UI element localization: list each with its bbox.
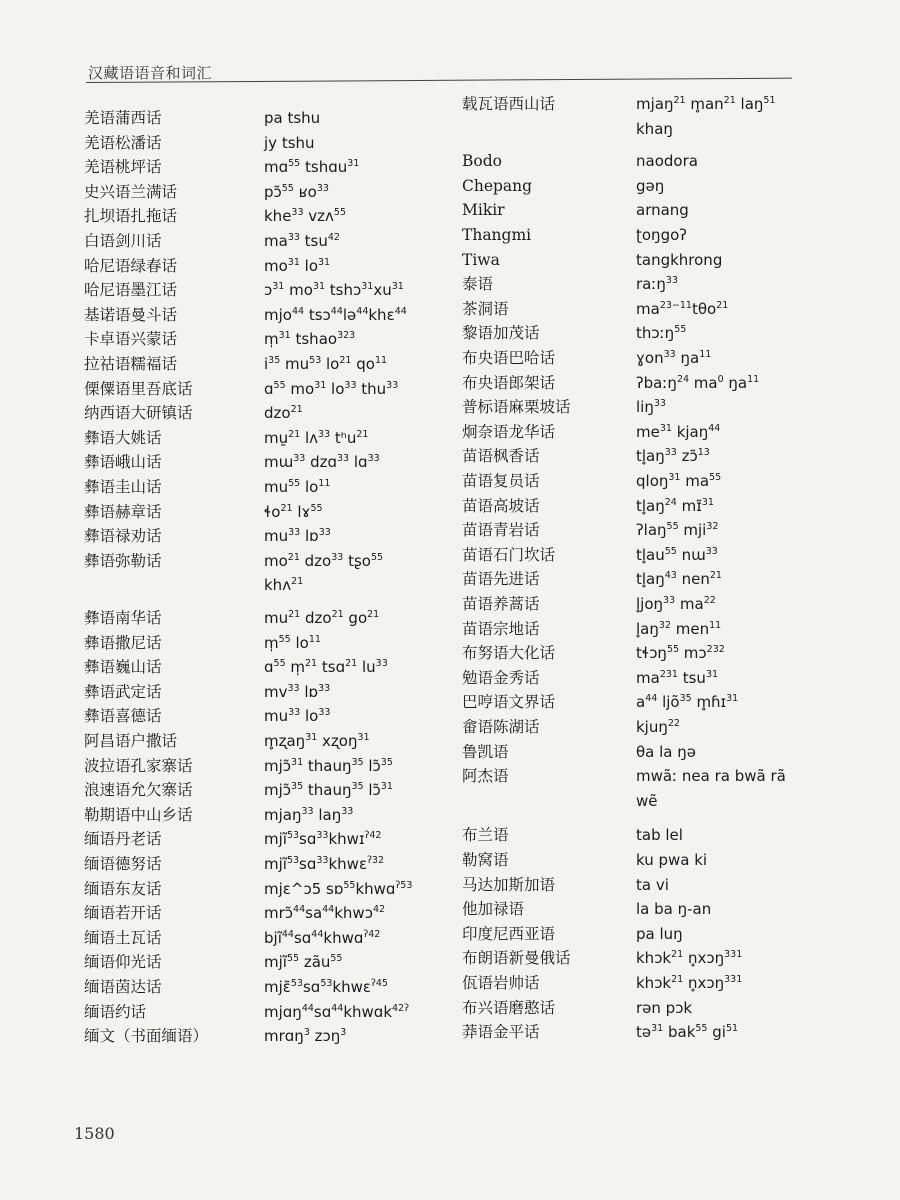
word-form: m̩$^{31}$ tshao$^{323}$ — [264, 330, 356, 349]
word-form: l̥joŋ$^{33}$ $ma^{22}$ — [636, 595, 716, 613]
word-form: ɔ$^{31}$ $mo^{31}$ $tshɔ^{31}xu^{31}$ — [264, 281, 404, 300]
language-name: 佤语岩帅话 — [462, 974, 540, 992]
language-name: 扎坝语扎拖话 — [84, 207, 178, 226]
language-name: 彝语大姚话 — [84, 428, 162, 447]
language-name: 苗语养蒿话 — [462, 595, 540, 613]
language-name: 勉语金秀话 — [462, 668, 540, 687]
word-form: la ba ŋ-an — [636, 900, 712, 919]
language-name: 哈尼语墨江话 — [84, 281, 178, 300]
language-name: 阿杰语 — [462, 767, 509, 786]
language-name: 彝语赫章话 — [84, 502, 162, 521]
word-form: $ma^{23-11}t\theta o^{21}$ — [636, 299, 729, 318]
word-form: $l̥aŋ^{32}$ men$^{11}$ — [636, 619, 722, 638]
language-name: 布努语大化话 — [462, 644, 556, 663]
language-name: 彝语禄劝话 — [84, 527, 162, 546]
word-form: $tl̥aŋ^{33}$ zɔ̃$^{13}$ — [636, 447, 710, 466]
language-name: 苗语复员话 — [462, 472, 540, 490]
word-form: mjɑŋ$^{44}$sɑ$^{44}$khwɑk$^{42ʔ}$ — [264, 1002, 409, 1021]
language-name: 白语剑川话 — [84, 232, 162, 250]
language-name: 彝语喜德话 — [84, 707, 162, 726]
word-form: $mu^{21}$ dzo$^{21}$ $go^{21}$ — [264, 609, 380, 627]
language-name: Thangmi — [462, 226, 532, 244]
word-form: $me^{31}$ kjaŋ$^{44}$ — [636, 422, 721, 441]
word-form: $tl̥au^{55}$ nɯ$^{33}$ — [636, 545, 718, 564]
word-form: $tl̥aŋ^{24}$ mɪ̃$^{31}$ — [636, 496, 714, 515]
language-name: 茶洞语 — [462, 299, 509, 318]
word-form: khe$^{33}$ vzʌ$^{55}$ — [264, 207, 347, 226]
word-form: ʈoŋgoʔ — [636, 226, 687, 244]
word-form: mjɛ^ɔ5 sɒ$^{55}$khwɑ$^{ʔ53}$ — [264, 879, 413, 898]
word-form: pa tshu — [264, 109, 321, 127]
language-name: 布央语郎架话 — [462, 373, 556, 392]
language-name: 浪速语允欠寨话 — [84, 781, 193, 800]
running-header-title: 汉藏语语音和词汇 — [88, 64, 213, 82]
language-name: 布兰语 — [462, 826, 509, 845]
word-form: kjuŋ$^{22}$ — [636, 718, 680, 736]
language-name: 布央语巴哈话 — [462, 349, 556, 367]
word-form: mjĩ$^{53}$sɑ$^{33}$khwɛ$^{ʔ32}$ — [264, 855, 384, 873]
word-form: khʌ$^{21}$ — [264, 576, 304, 595]
language-name: 缅语丹老话 — [84, 830, 162, 849]
language-name: 苗语青岩话 — [462, 521, 540, 540]
word-form: khɔk$^{21}$ n̥xɔŋ$^{331}$ — [636, 949, 743, 968]
word-form: mjo$^{44}$ tsɔ$^{44}$lə$^{44}$khɛ$^{44}$ — [264, 305, 407, 324]
word-form: mrɑŋ$^3$ zɔŋ$^3$ — [264, 1027, 347, 1046]
language-name: 基诺语曼斗话 — [84, 305, 178, 324]
word-form: qloŋ$^{31}$ $ma^{55}$ — [636, 472, 722, 490]
language-name: 卡卓语兴蒙话 — [84, 330, 178, 349]
word-form: ku pwa ki — [636, 851, 708, 869]
word-form: mjĩ$^{53}$sɑ$^{33}$khwɪ$^{ʔ42}$ — [264, 830, 382, 849]
word-form: jy tshu — [264, 133, 315, 152]
word-form: mjɛ̃$^{53}$sɑ$^{53}$khwɛ$^{ʔ45}$ — [264, 978, 388, 996]
language-name: 羌语松潘话 — [84, 133, 162, 152]
language-name: 波拉语孔家寨话 — [84, 756, 193, 775]
language-name: 载瓦语西山话 — [462, 95, 556, 113]
word-form: bjĩ$^{44}$sɑ$^{44}$khwɑ$^{ʔ42}$ — [264, 928, 381, 947]
word-form: $mrɔ̃^{44}sa^{44}khwɔ^{42}$ — [264, 904, 386, 923]
word-form: pɔ̃$^{55}$ ʁo$^{33}$ — [264, 182, 329, 201]
language-name: 黎语加茂话 — [462, 324, 540, 343]
language-name: 泰语 — [462, 275, 494, 294]
word-form: gəŋ — [636, 176, 665, 195]
word-form: m̥ʐaŋ$^{31}$ xʐoŋ$^{31}$ — [264, 732, 370, 750]
language-name: Chepang — [462, 176, 533, 195]
word-form: rən pɔk — [636, 998, 693, 1017]
word-form: $ma^{231}$ tsu$^{31}$ — [636, 668, 719, 687]
language-name: 莽语金平话 — [462, 1023, 540, 1042]
word-form: mjɔ̃$^{31}$ thauŋ$^{35}$ lɔ̃$^{35}$ — [264, 756, 393, 775]
language-name: 缅语仰光话 — [84, 953, 162, 972]
language-name: 苗语石门坎话 — [462, 545, 556, 564]
word-form: $mo^{21}$ dzo$^{33}$ tʂo$^{55}$ — [264, 551, 384, 570]
language-name: 彝语弥勒话 — [84, 551, 162, 570]
language-name: 苗语枫香话 — [462, 447, 540, 466]
language-name: 炯奈语龙华话 — [462, 422, 556, 441]
language-name: 羌语桃坪话 — [84, 158, 162, 177]
language-name: Mikir — [462, 201, 505, 220]
word-form: $i^{35}$ $mu^{53}$ $lo^{21}$ $qo^{11}$ — [264, 355, 388, 373]
language-name: 鲁凯语 — [462, 742, 509, 761]
word-form: $mu^{33}$ $lo^{33}$ — [264, 707, 331, 726]
word-form: θa la ŋə — [636, 742, 696, 761]
language-name: 他加禄语 — [462, 900, 525, 919]
word-form: naodora — [636, 152, 698, 171]
language-name: 马达加斯加语 — [462, 875, 556, 894]
word-form: liŋ$^{33}$ — [636, 398, 666, 417]
word-form: tangkhrong — [636, 250, 723, 269]
language-name: 傈僳语里吾底话 — [84, 379, 193, 398]
language-name: 缅语茵达话 — [84, 978, 162, 996]
word-form: ʔbaːŋ$^{24}$ $ma^0$ $ŋa^{11}$ — [636, 373, 760, 392]
language-name: 苗语先进话 — [462, 570, 540, 589]
word-form: $mo^{31}$ $lo^{31}$ — [264, 256, 331, 275]
word-form: mjĩ$^{55}$ zãu$^{55}$ — [264, 953, 343, 972]
word-form: thɔːŋ$^{55}$ — [636, 324, 687, 343]
language-name: Bodo — [462, 152, 502, 171]
language-name: 彝语南华话 — [84, 609, 162, 627]
word-form: $mu^{55}$ $lo^{11}$ — [264, 478, 331, 496]
word-form: khɔk$^{21}$ n̥xɔŋ$^{331}$ — [636, 974, 743, 992]
language-name: Tiwa — [462, 250, 500, 269]
language-name: 勒窝语 — [462, 851, 509, 869]
word-form: mwãː nea ra bwã rã — [636, 767, 786, 786]
language-name: 勒期语中山乡话 — [84, 805, 193, 824]
word-form: ta vi — [636, 875, 669, 894]
word-form: mjɔ̃$^{35}$ thauŋ$^{35}$ lɔ̃$^{31}$ — [264, 781, 393, 800]
language-name: 普标语麻栗坡话 — [462, 398, 571, 417]
language-name: 拉祜语糯福话 — [84, 355, 178, 373]
language-name: 缅语东友话 — [84, 879, 162, 898]
language-name: 巴哼语文界话 — [462, 693, 556, 712]
word-form: $mu^{33}$ lɒ$^{33}$ — [264, 527, 331, 546]
word-form: ɬo$^{21}$ lɤ$^{55}$ — [264, 502, 323, 521]
language-name: 缅语土瓦话 — [84, 928, 162, 947]
word-form: wẽ — [636, 791, 658, 810]
language-name: 羌语蒲西话 — [84, 109, 162, 127]
word-form: mjaŋ$^{33}$ laŋ$^{33}$ — [264, 805, 354, 824]
language-name: 彝语撒尼话 — [84, 633, 162, 652]
word-form: raːŋ$^{33}$ — [636, 275, 679, 294]
word-form: arnang — [636, 201, 689, 220]
word-form: ɣon$^{33}$ $ŋa^{11}$ — [636, 349, 712, 367]
word-form: dzo$^{21}$ — [264, 404, 303, 423]
word-form: ɑ$^{55}$ $mo^{31}$ $lo^{33}$ thu$^{33}$ — [264, 379, 399, 398]
word-form: tɬɔŋ$^{55}$ mɔ$^{232}$ — [636, 644, 725, 663]
word-form: m̩$^{55}$ $lo^{11}$ — [264, 633, 321, 652]
word-form: mɯ$^{33}$ dzɑ$^{33}$ lɑ$^{33}$ — [264, 453, 380, 472]
language-name: 畲语陈湖话 — [462, 718, 540, 736]
language-name: 缅语若开话 — [84, 904, 162, 923]
word-form: mɑ$^{55}$ tshɑu$^{31}$ — [264, 158, 360, 177]
language-name: 缅文（书面缅语） — [84, 1027, 209, 1046]
language-name: 哈尼语绿春话 — [84, 256, 178, 275]
language-name: 布兴语磨憨话 — [462, 998, 556, 1017]
word-form: mu̱$^{21}$ lʌ$^{33}$ tʰu$^{21}$ — [264, 428, 369, 447]
language-name: 彝语巍山话 — [84, 658, 162, 677]
word-form: $ma^{33}$ tsu$^{42}$ — [264, 232, 340, 250]
word-form: khaŋ — [636, 119, 673, 138]
language-name: 苗语宗地话 — [462, 619, 540, 638]
word-form: tə$^{31}$ bak$^{55}$ $gi^{51}$ — [636, 1023, 739, 1042]
language-name: 彝语峨山话 — [84, 453, 162, 472]
word-form: pa luŋ — [636, 924, 683, 943]
language-name: 缅语约话 — [84, 1002, 147, 1021]
word-form: tab lel — [636, 826, 683, 845]
word-form: $tl̥aŋ^{43}$ nen$^{21}$ — [636, 570, 722, 589]
language-name: 缅语德努话 — [84, 855, 162, 873]
page-number: 1580 — [74, 1124, 115, 1143]
word-form: $mv^{33}$ lɒ$^{33}$ — [264, 682, 331, 701]
word-form: ʔlaŋ$^{55}$ mji$^{32}$ — [636, 521, 719, 540]
language-name: 印度尼西亚语 — [462, 924, 556, 943]
word-form: ɑ$^{55}$ m̩$^{21}$ tsɑ$^{21}$ $lu^{33}$ — [264, 658, 388, 677]
language-name: 纳西语大研镇话 — [84, 404, 193, 423]
language-name: 史兴语兰满话 — [84, 182, 178, 201]
language-name: 布朗语新曼俄话 — [462, 949, 571, 968]
word-form: mjaŋ$^{21}$ $m̥an^{21}$ laŋ$^{51}$ — [636, 95, 776, 113]
language-name: 彝语武定话 — [84, 682, 162, 701]
word-form: $a^{44}$ ljõ$^{35}$ m̥ɦɪ$^{31}$ — [636, 693, 739, 712]
language-name: 彝语圭山话 — [84, 478, 162, 496]
language-name: 苗语高坡话 — [462, 496, 540, 515]
language-name: 阿昌语户撒话 — [84, 732, 178, 750]
